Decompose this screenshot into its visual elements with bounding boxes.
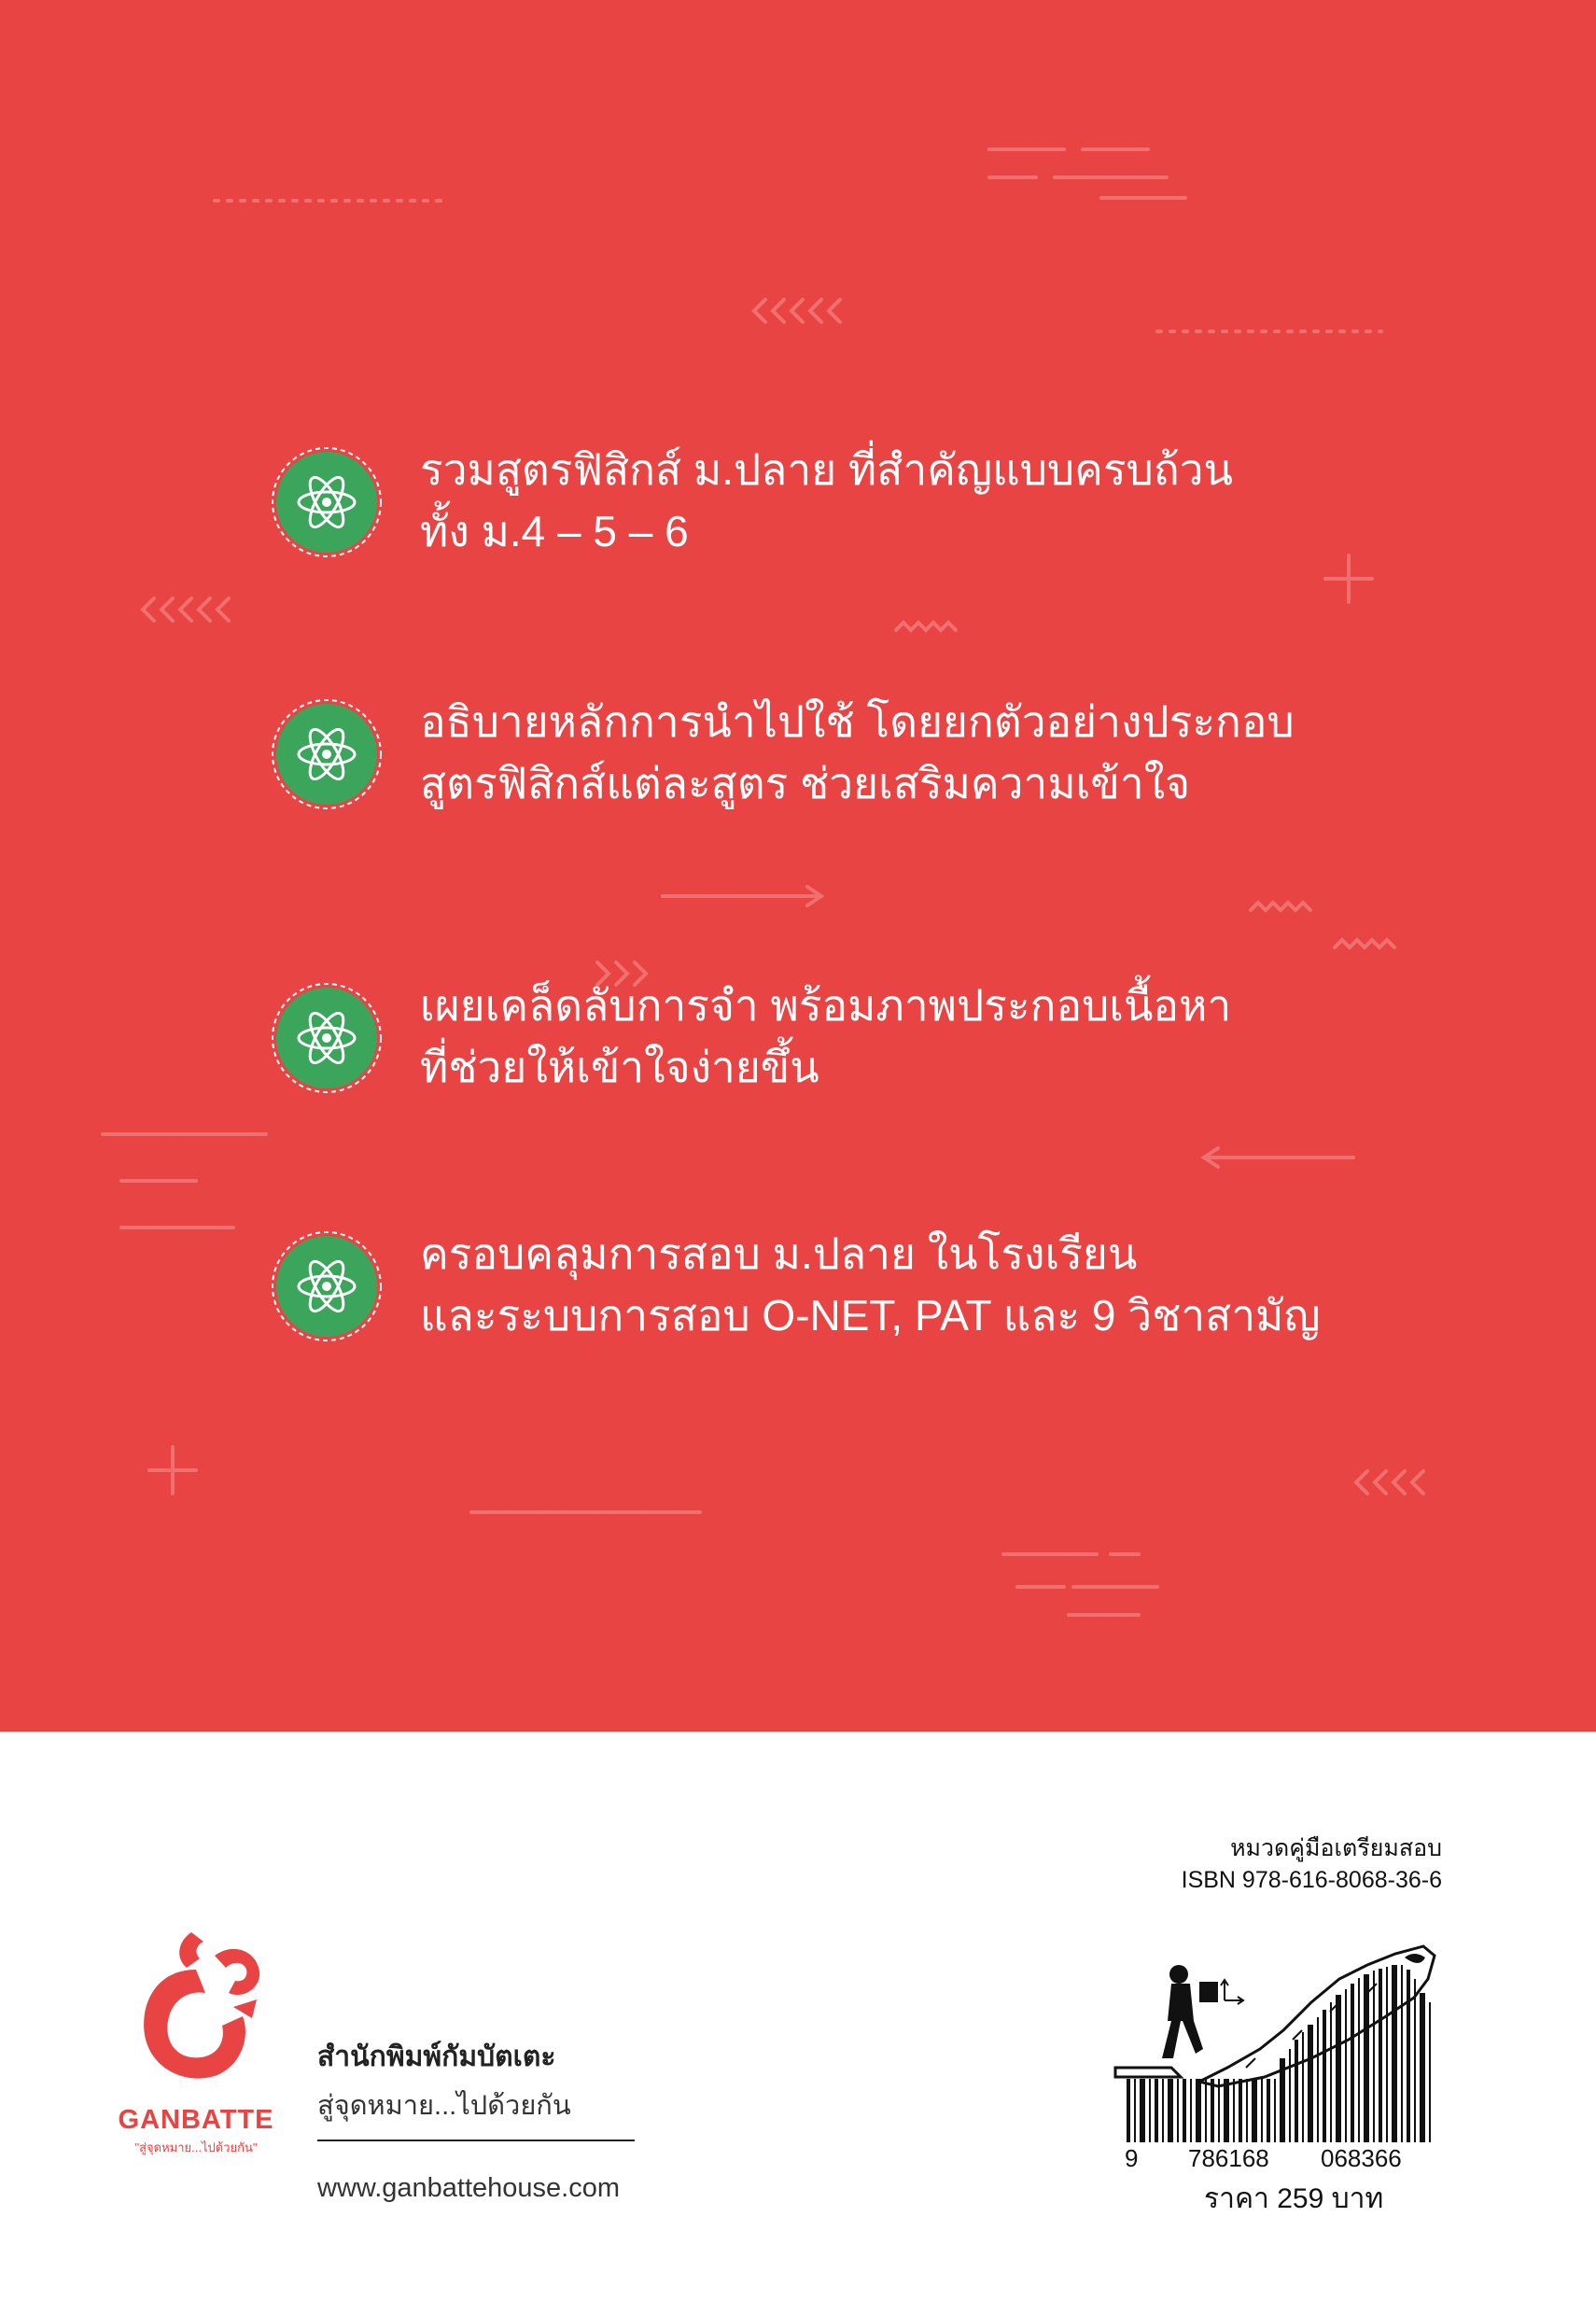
feature-item [271, 698, 1484, 829]
feature-text [420, 1223, 1321, 1346]
atom-icon [271, 1230, 383, 1342]
feature-line: ทั้ง ม.4 – 5 – 6 [420, 507, 689, 555]
publisher-brand: GANBATTE [118, 2105, 274, 2135]
publisher-name: สำนักพิมพ์กัมบัตเตะ [317, 2041, 556, 2072]
book-category: หมวดคู่มือเตรียมสอบ [1230, 1835, 1442, 1861]
feature-text [420, 975, 1231, 1098]
barcode-block [1106, 1830, 1442, 2222]
divider [317, 2140, 635, 2141]
atom-icon [271, 446, 383, 558]
feature-line: ที่ช่วยให้เข้าใจง่ายขึ้น [420, 1043, 819, 1091]
barcode-digit-group: 9 [1125, 2144, 1139, 2172]
isbn-label: ISBN 978-616-8068-36-6 [1181, 1867, 1442, 1893]
feature-text [420, 691, 1295, 814]
barcode-digit-group: 068366 [1321, 2144, 1402, 2172]
price-label: ราคา 259 บาท [1204, 2183, 1384, 2214]
feature-line: รวมสูตรฟิสิกส์ ม.ปลาย ที่สำคัญแบบครบถ้วน [420, 445, 1233, 494]
feature-item [271, 982, 1484, 1113]
feature-line: และระบบการสอบ O-NET, PAT และ 9 วิชาสามัญ [420, 1291, 1321, 1340]
publisher-slogan: สู่จุดหมาย...ไปด้วยกัน [317, 2091, 571, 2121]
feature-text [420, 439, 1233, 562]
feature-item [271, 446, 1484, 577]
publisher-block [103, 1914, 681, 2212]
atom-icon [271, 982, 383, 1094]
publisher-url: www.ganbattehouse.com [317, 2173, 621, 2203]
atom-icon [271, 698, 383, 810]
feature-line: อธิบายหลักการนำไปใช้ โดยยกตัวอย่างประกอบ [420, 697, 1295, 746]
feature-line: เผยเคล็ดลับการจำ พร้อมภาพประกอบเนื้อหา [420, 981, 1232, 1030]
feature-item [271, 1230, 1484, 1361]
feature-line: สูตรฟิสิกส์แต่ละสูตร ช่วยเสริมความเข้าใจ [420, 759, 1191, 807]
feature-line: ครอบคลุมการสอบ ม.ปลาย ในโรงเรียน [420, 1229, 1138, 1278]
publisher-brand-tagline: "สู่จุดหมาย...ไปด้วยกัน" [134, 2140, 258, 2154]
barcode-illustration [1106, 1928, 1442, 2161]
barcode-digit-group: 786168 [1188, 2144, 1269, 2172]
ganbatte-logo-icon [103, 1914, 289, 2100]
